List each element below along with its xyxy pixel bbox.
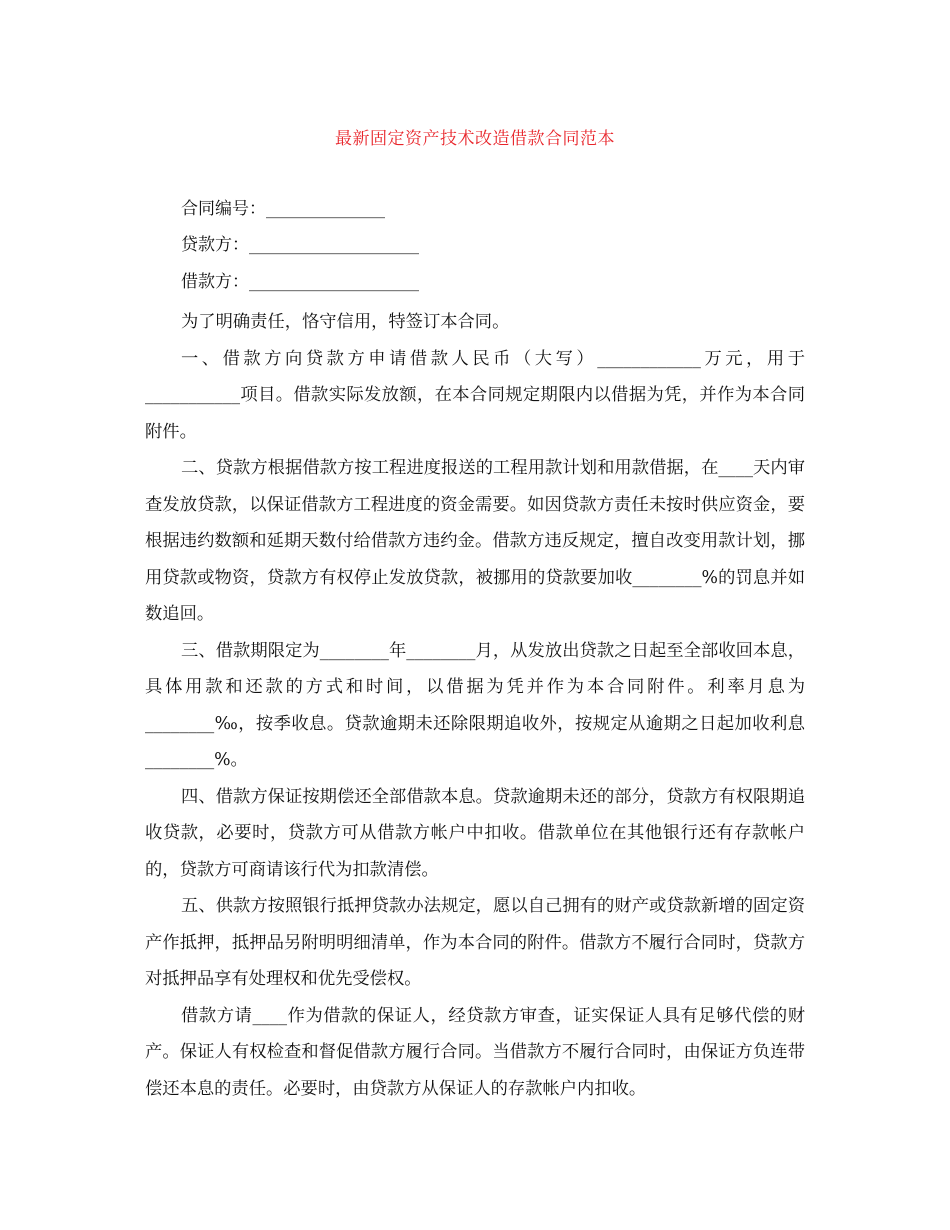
borrower-field <box>181 270 419 294</box>
lender-blank: ____________________ <box>249 235 419 255</box>
document-title: 最新固定资产技术改造借款合同范本 <box>335 129 615 149</box>
lender-label: 贷款方： <box>181 235 249 255</box>
clause-1-paragraph: 一、借款方向贷款方申请借款人民币（大写）____________万元，用于___________项目。借款实际发放额，在本合同规定期限内以借据为凭，并作为本合同附件。 <box>145 348 805 442</box>
intro-paragraph: 为了明确责任，恪守信用，特签订本合同。 <box>181 312 510 332</box>
borrower-label: 借款方： <box>181 272 249 292</box>
contract-number-blank: ______________ <box>266 199 385 219</box>
clause-2-paragraph: 二、贷款方根据借款方按工程进度报送的工程用款计划和用款借据，在____天内审查发放贷款，以保证借款方工程进度的资金需要。如因贷款方责任未按时供应资金，要根据违约数额和延期天数付给借款方违约金。借款方违反规定，擅自改变用款计划，挪用贷款或物资，贷款方有权停止发放贷款，被挪用的贷款要加收________%的罚息并如数追回。 <box>145 458 805 624</box>
contract-body <box>145 304 805 1107</box>
lender-field <box>181 233 419 257</box>
clause-5-paragraph: 五、供款方按照银行抵押贷款办法规定，愿以自己拥有的财产或贷款新增的固定资产作抵押，抵押品另附明明细清单，作为本合同的附件。借款方不履行合同时，贷款方对抵押品享有处理权和优先受偿权。 <box>145 896 805 989</box>
guarantor-paragraph: 借款方请____作为借款的保证人，经贷款方审查，证实保证人具有足够代偿的财产。保证人有权检查和督促借款方履行合同。当借款方不履行合同时，由保证方负连带偿还本息的责任。必要时，由贷款方从保证人的存款帐户内扣收。 <box>145 1005 805 1099</box>
clause-3-paragraph: 三、借款期限定为________年________月，从发放出贷款之日起至全部收回本息，具体用款和还款的方式和时间，以借据为凭并作为本合同附件。利率月息为________‰，按季收息。贷款逾期未还除限期追收外，按规定从逾期之日起加收利息________%。 <box>145 640 805 770</box>
contract-number-field <box>181 197 385 221</box>
contract-number-label: 合同编号： <box>181 199 266 219</box>
clause-4-paragraph: 四、借款方保证按期偿还全部借款本息。贷款逾期未还的部分，贷款方有权限期追收贷款，必要时，贷款方可从借款方帐户中扣收。借款单位在其他银行还有存款帐户的，贷款方可商请该行代为扣款清偿。 <box>145 786 805 880</box>
borrower-blank: ____________________ <box>249 272 419 292</box>
